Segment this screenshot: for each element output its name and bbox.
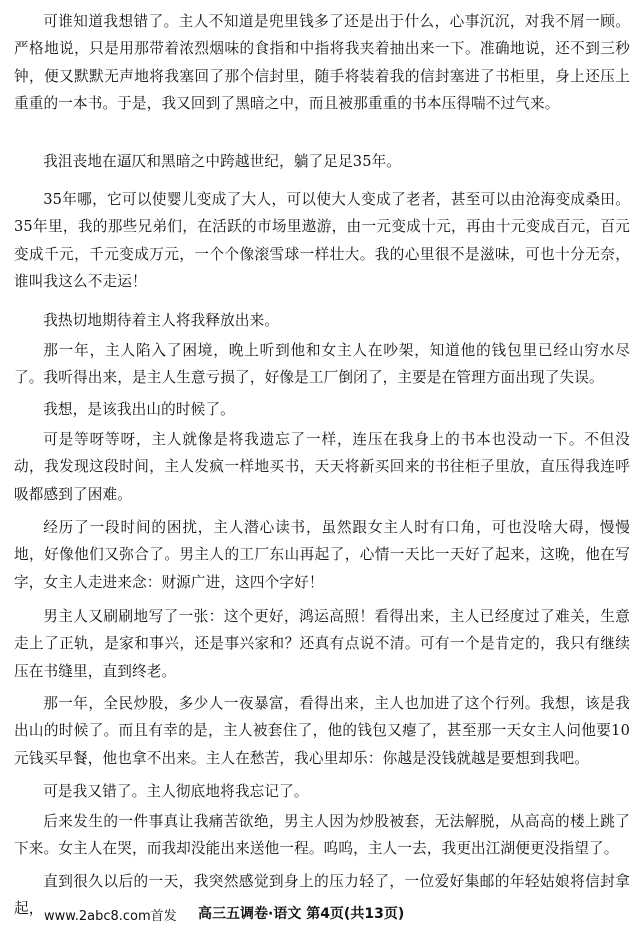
paragraph-12: 后来发生的一件事真让我痛苦欲绝，男主人因为炒股被套，无法解脱，从高高的楼上跳了下来。女主人在哭，而我却没能出来送他一程。呜呜，主人一去，我更出江湖便更没指望了。 xyxy=(14,813,630,858)
paragraph-8: 经历了一段时间的困扰，主人潜心读书，虽然跟女主人时有口角，可也没啥大碍，慢慢地，好像他们又弥合了。男主人的工厂东山再起了，心情一天比一天好了起来，这晚，他在写字，女主人走进来念：财源广进，这四个字好！ xyxy=(14,519,630,591)
paragraph-11: 可是我又错了。主人彻底地将我忘记了。 xyxy=(43,783,309,800)
paragraph-13: 直到很久以后的一天，我突然感觉到身上的压力轻了，一位爱好集邮的年轻姑娘将信封拿起， xyxy=(14,873,630,918)
paragraph-7: 可是等呀等呀，主人就像是将我遗忘了一样，连压在我身上的书本也没动一下。不但没动，我发现这段时间，主人发疯一样地买书，天天将新买回来的书往柜子里放，直压得我连呼吸都感到了困难。 xyxy=(14,431,630,503)
paragraph-10: 那一年，全民炒股，多少人一夜暴富，看得出来，主人也加进了这个行列。我想，该是我出山的时候了。而且有幸的是，主人被套住了，他的钱包又瘪了，甚至那一天女主人问他要10元钱买早餐，他也拿不出来。主人在愁苦，我心里却乐：你越是没钱就越是要想到我吧。 xyxy=(14,695,630,767)
paragraph-2: 我沮丧地在逼仄和黑暗之中跨越世纪，躺了足足35年。 xyxy=(43,153,402,170)
paragraph-4: 我热切地期待着主人将我释放出来。 xyxy=(43,312,280,329)
paragraph-5: 那一年，主人陷入了困境，晚上听到他和女主人在吵架，知道他的钱包里已经山穷水尽了。我听得出来，是主人生意亏损了，好像是工厂倒闭了，主要是在管理方面出现了失误。 xyxy=(14,342,630,387)
footer-page-label: 高三五调卷·语文 第4页(共13页) xyxy=(198,906,405,922)
paragraph-1: 可谁知道我想错了。主人不知道是兜里钱多了还是出于什么，心事沉沉，对我不屑一顾。严格地说，只是用那带着浓烈烟味的食指和中指将我夹着抽出来一下。准确地说，还不到三秒钟，便又默默无声地将我塞回了那个信封里，随手将装着我的信封塞进了书柜里，身上还压上重重的一本书。于是，我又回到了黑暗之中，而且被那重重的书本压得喘不过气来。 xyxy=(14,13,630,113)
paragraph-6: 我想，是该我出山的时候了。 xyxy=(43,401,235,418)
paragraph-3: 35年哪，它可以使婴儿变成了大人，可以使大人变成了老者，甚至可以由沧海变成桑田。35年里，我的那些兄弟们，在活跃的市场里遨游，由一元变成十元，再由十元变成百元，百元变成千元，千元变成万元，一个个像滚雪球一样壮大。我的心里很不是滋味，可也十分无奈，谁叫我这么不走运！ xyxy=(14,191,630,291)
footer-website: www.2abc8.com首发 xyxy=(44,909,177,924)
paragraph-9: 男主人又刷刷地写了一张：这个更好，鸿运高照！看得出来，主人已经度过了难关，生意走上了正轨，是家和事兴，还是事兴家和？还真有点说不清。可有一个是肯定的，我只有继续压在书缝里，直到终老。 xyxy=(14,608,630,680)
